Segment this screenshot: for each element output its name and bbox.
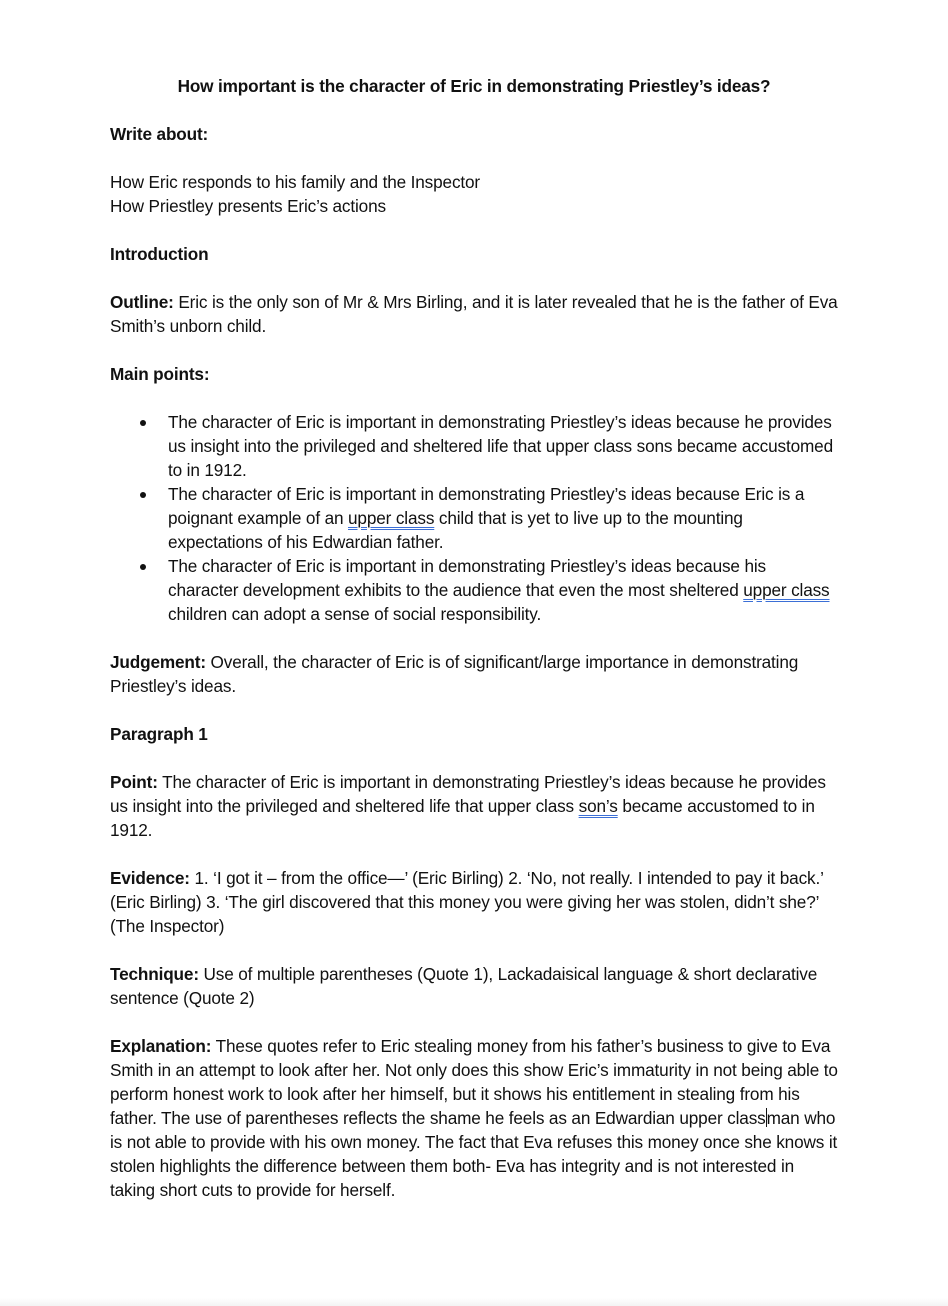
list-item — [110, 554, 840, 626]
spellcheck-marked-text[interactable]: upper class — [348, 508, 435, 528]
main-points-list — [110, 410, 840, 626]
evidence-text: 1. ‘I got it – from the office—’ (Eric Birling) 2. ‘No, not really. I intended to pay it back.’ (Eric Birling) 3. ‘The girl discovered that this money you were giving her was stolen, didn’t she?’ (The Inspector) — [110, 868, 824, 936]
explanation-text: man who is not able to provide with his own money. The fact that Eva refuses this money once she knows it stolen highlights the difference between them both- Eva has integrity and is not interested in taking short cuts to provide for herself. — [110, 1108, 838, 1200]
technique-text: Use of multiple parentheses (Quote 1), Lackadaisical language & short declarative sentence (Quote 2) — [110, 964, 818, 1008]
list-item — [110, 482, 840, 554]
write-about-lines — [110, 170, 840, 218]
introduction-heading: Introduction — [110, 244, 209, 264]
main-point-text: children can adopt a sense of social responsibility. — [168, 604, 542, 624]
write-about-heading: Write about: — [110, 124, 209, 144]
point-paragraph — [110, 770, 840, 842]
evidence-paragraph — [110, 866, 840, 938]
main-point-text: child that is yet to live up to the mounting expectations of his Edwardian father. — [168, 508, 743, 552]
main-points-heading: Main points: — [110, 364, 210, 384]
point-text: The character of Eric is important in demonstrating Priestley’s ideas because he provides us insight into the privileged and sheltered life that upper class — [110, 772, 826, 816]
bullet-icon — [140, 564, 146, 570]
explanation-paragraph[interactable] — [110, 1034, 840, 1202]
point-text: became accustomed to in 1912. — [110, 796, 815, 840]
evidence-label: Evidence: — [110, 868, 190, 888]
outline-label: Outline: — [110, 292, 174, 312]
bullet-icon — [140, 492, 146, 498]
main-point-text: The character of Eric is important in demonstrating Priestley’s ideas because his character development exhibits to the audience that even the most sheltered — [168, 556, 766, 600]
technique-label: Technique: — [110, 964, 199, 984]
main-point-text: The character of Eric is important in demonstrating Priestley’s ideas because he provides us insight into the privileged and sheltered life that upper class sons became accustomed to in 1912. — [168, 412, 833, 480]
judgement-label: Judgement: — [110, 652, 206, 672]
list-item — [110, 410, 840, 482]
document-title: How important is the character of Eric in demonstrating Priestley’s ideas? — [177, 76, 771, 96]
spellcheck-marked-text[interactable]: upper class — [743, 580, 830, 600]
spellcheck-marked-text[interactable]: son’s — [578, 796, 618, 816]
main-point-text: The character of Eric is important in demonstrating Priestley’s ideas because Eric is a poignant example of an — [168, 484, 805, 528]
write-about-line: How Eric responds to his family and the Inspector — [110, 172, 480, 192]
write-about-line: How Priestley presents Eric’s actions — [110, 196, 386, 216]
judgement-paragraph — [110, 650, 840, 698]
document-body — [110, 74, 840, 1226]
explanation-text: These quotes refer to Eric stealing money from his father’s business to give to Eva Smith in an attempt to look after her. Not only does this show Eric’s immaturity in not being able to perform honest work to look after her himself, but it shows his entitlement in stealing from his father. The use of parentheses reflects the shame he feels as an Edwardian upper class — [110, 1036, 838, 1128]
explanation-label: Explanation: — [110, 1036, 212, 1056]
page-bottom-edge — [0, 1298, 948, 1306]
paragraph1-heading: Paragraph 1 — [110, 724, 208, 744]
technique-paragraph — [110, 962, 840, 1010]
outline-text: Eric is the only son of Mr & Mrs Birling, and it is later revealed that he is the father of Eva Smith’s unborn child. — [110, 292, 838, 336]
bullet-icon — [140, 420, 146, 426]
judgement-text: Overall, the character of Eric is of significant/large importance in demonstrating Priestley’s ideas. — [110, 652, 799, 696]
outline-paragraph — [110, 290, 840, 338]
point-label: Point: — [110, 772, 158, 792]
